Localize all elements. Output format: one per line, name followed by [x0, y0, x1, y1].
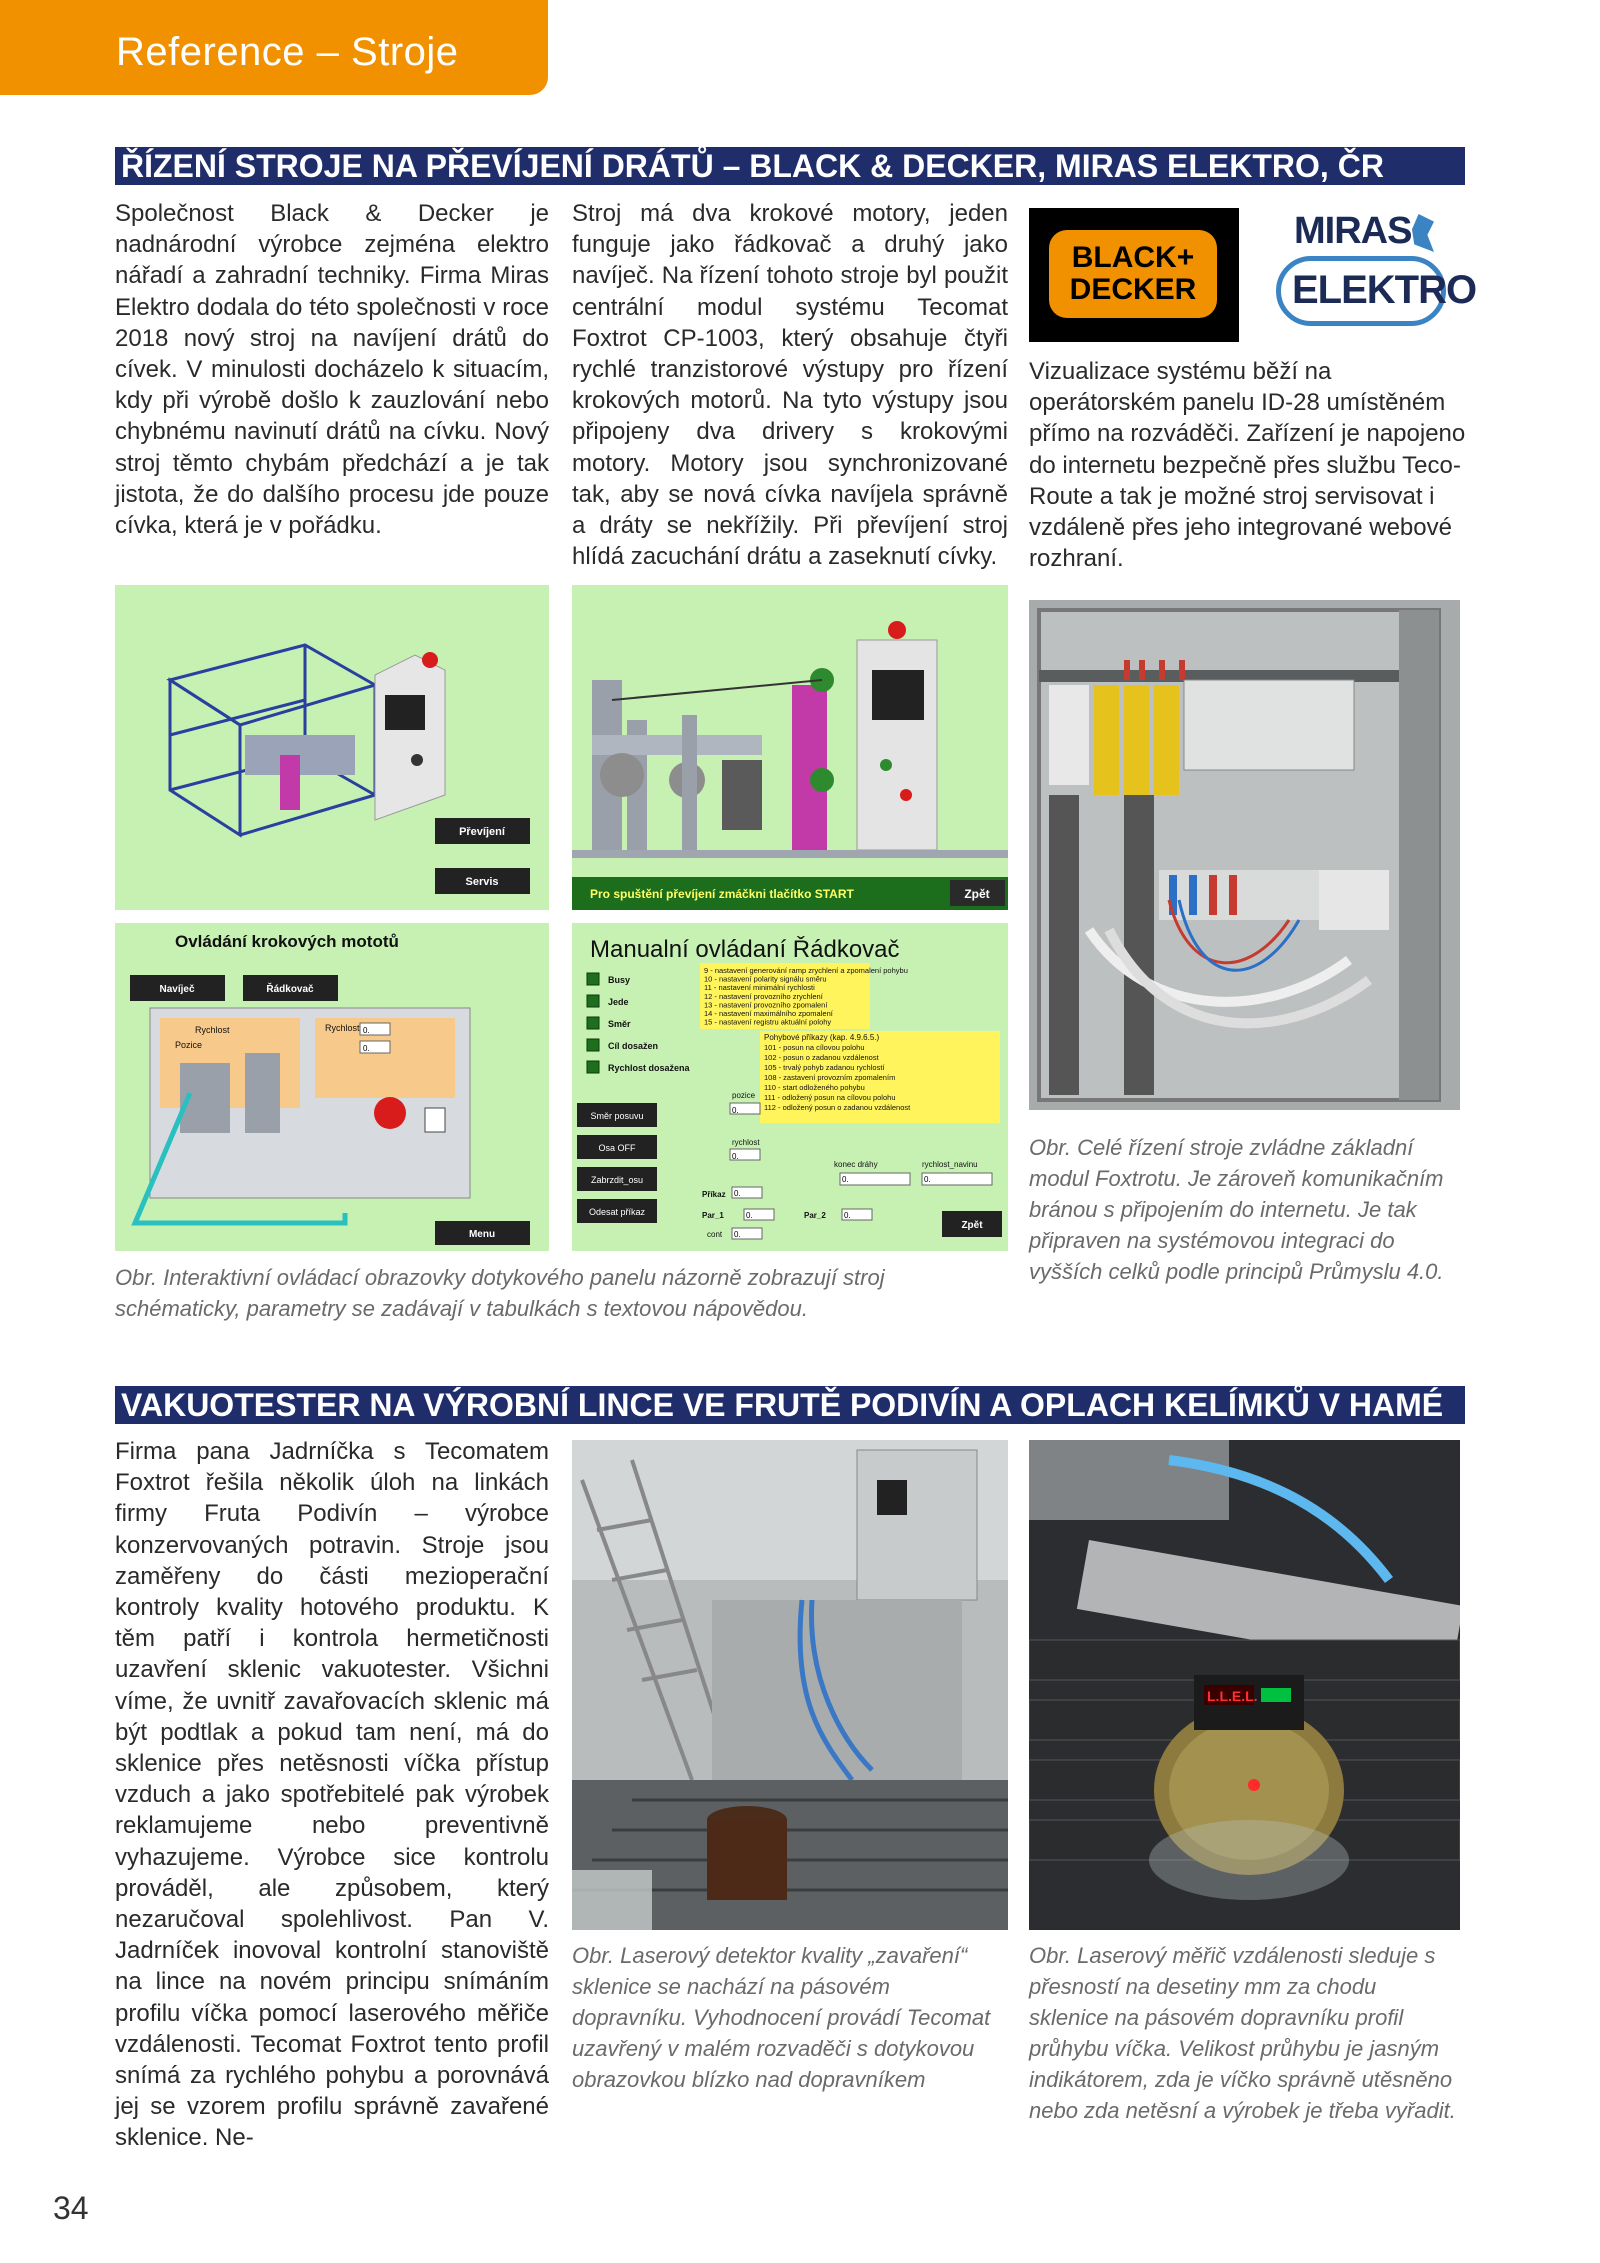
hmi3-label-rychlost: Rychlost: [195, 1025, 230, 1035]
led-indicator: [587, 1017, 599, 1029]
hmi2-back-label: Zpět: [964, 887, 990, 901]
hmi4-title: Manualní ovládaní Řádkovač: [590, 936, 900, 963]
laser-sensor-photo: [1029, 1440, 1460, 1930]
section2-caption-right: Obr. Laserový měřič vzdálenosti sleduje s přesností na desetiny mm za chodu sklenice na pásovém dopravníku profil průhybu víčka. Velikost průhybu je jasným indikátorem, zda je víčko správně utěsněno nebo zda netěsní a výrobek je třeba vyřadit.: [1029, 1943, 1456, 2123]
param-line: 15 - nastavení registru aktuální polohy: [704, 1017, 832, 1027]
hmi3-navijec-label: Navíječ: [159, 984, 195, 995]
switchboard-photo: [1029, 600, 1460, 1110]
hmi4-cmd-header: Pohybové příkazy (kap. 4.9.6.5.): [764, 1033, 880, 1042]
param-line: 12 - nastavení provozního zrychlení: [704, 991, 823, 1001]
miras-logo-line1: MIRAS: [1294, 210, 1412, 252]
section1-caption-right: Obr. Celé řízení stroje zvládne základní modul Foxtrotu. Je zároveň komunikačním bránou s připojením do internetu. Je tak připraven na systémovou integraci do vyšších celků podle principů Průmyslu 4.0.: [1029, 1135, 1444, 1284]
hmi4-back-label: Zpět: [961, 1220, 983, 1231]
command-line: 101 - posun na cílovou polohu: [764, 1043, 865, 1052]
param-line: 14 - nastavení maximálního zpomalení: [704, 1009, 833, 1018]
led-indicator: [587, 1039, 599, 1051]
param-line: 13 - nastavení provozního zpomalení: [704, 1000, 828, 1010]
hmi3-radkovac-label: Řádkovač: [266, 984, 314, 995]
param-line: 11 - nastavení minimální rychlosti: [704, 983, 815, 993]
command-line: 112 - odložený posun o zadanou vzdálenost: [764, 1103, 911, 1112]
hmi4-label-rychlost-navinu: rychlost_navinu: [922, 1160, 978, 1169]
section2-title: VAKUOTESTER NA VÝROBNÍ LINCE VE FRUTĚ PODIVÍN A OPLACH KELÍMKŮ V HAMÉ: [121, 1387, 1444, 1423]
param-line: 9 - nastavení generování ramp zrychlení a zpomalení pohybu: [704, 966, 908, 975]
led-indicator: [587, 1061, 599, 1073]
hmi4-label-pozice: pozice: [732, 1091, 756, 1100]
hmi-screen-stepper-motors: [115, 923, 549, 1251]
hmi4-value-cont: 0.: [734, 1230, 741, 1239]
section1-column-3: Vizualizace systému běží na operátorském panelu ID-28 umístěném přímo na rozváděči. Zařízení je napojeno do internetu bezpečně přes službu Teco-Route a tak je možné stroj servisovat i vzdáleně přes jeho integrované webové rozhraní.: [1029, 358, 1466, 573]
hmi4-btn-zabrzdit: Zabrzdit_osu: [590, 1175, 644, 1185]
miras-logo-line2: ELEKTRO: [1292, 268, 1477, 312]
command-line: 111 - odložený posun na cílovou polohu: [764, 1093, 896, 1102]
hmi2-status-text: Pro spuštění převíjení zmáčkni tlačítko START: [590, 887, 854, 901]
hmi4-btn-odesat: Odesat příkaz: [588, 1207, 646, 1217]
hmi4-value-navinu: 0.: [924, 1175, 931, 1184]
section1-heading: [115, 147, 1465, 185]
led-label: Směr: [608, 1019, 631, 1029]
section1-caption-left: Obr. Interaktivní ovládací obrazovky dotykového panelu názorně zobrazují stroj schématicky, parametry se zadávají v tabulkách s textovou nápovědou.: [115, 1265, 885, 1321]
sensor-display-text: L.L.E.L.: [1207, 1688, 1258, 1704]
hmi4-value-pozice: 0.: [732, 1106, 739, 1115]
led-label: Cíl dosažen: [608, 1041, 659, 1051]
section-tab: [0, 0, 548, 95]
hmi3-label-rychlost-right: Rychlost: [325, 1023, 360, 1033]
hmi-screen-machine-3d: [115, 585, 549, 910]
hmi3-value-1: 0.: [363, 1026, 370, 1035]
hmi1-button-label-2: Servis: [465, 876, 499, 888]
param-line: 10 - nastavení polarity signálu směru: [704, 974, 827, 984]
production-line-photo: [572, 1440, 1008, 1930]
hmi-screen-side-view: [572, 585, 1008, 910]
command-line: 108 - zastavení provozním zpomalením: [764, 1073, 896, 1082]
hmi4-label-par1: Par_1: [702, 1211, 724, 1220]
command-line: 105 - trvalý pohyb zadanou rychlostí: [764, 1063, 885, 1072]
led-indicator: [587, 973, 599, 985]
led-label: Jede: [608, 997, 629, 1007]
hmi4-value-prikaz: 0.: [734, 1189, 741, 1198]
hmi4-btn-smer: Směr posuvu: [590, 1111, 644, 1121]
hmi4-value-konec: 0.: [842, 1175, 849, 1184]
hmi4-label-konec: konec dráhy: [834, 1160, 878, 1169]
hmi4-value-rychlost: 0.: [732, 1152, 739, 1161]
section1-column-1: Společnost Black & Decker je nadnárodní výrobce zejména elektro nářadí a zahradní techniky. Firma Miras Elektro dodala do této společnosti v roce 2018 nový stroj na navíjení drátů do cívek. V minulosti docházelo k situacím, kdy při výrobě došlo k zauzlování nebo chybnému navinutí drátů na cívku. Nový stroj těmto chybám předchází a je tak jistota, že do dalšího procesu jde pouze cívka, která je v pořádku.: [115, 200, 549, 540]
command-line: 110 - start odloženého pohybu: [764, 1083, 865, 1092]
section2-heading: [115, 1386, 1465, 1424]
hmi4-label-prikaz: Příkaz: [702, 1190, 726, 1199]
black-decker-logo: [1029, 208, 1239, 342]
led-label: Busy: [608, 975, 631, 985]
hmi4-value-par2: 0.: [844, 1211, 851, 1220]
hmi4-value-par1: 0.: [746, 1211, 753, 1220]
bd-logo-line2: DECKER: [1069, 273, 1197, 306]
command-line: 102 - posun o zadanou vzdálenost: [764, 1053, 879, 1062]
page-number: 34: [53, 2190, 89, 2226]
hmi3-label-pozice: Pozice: [175, 1040, 203, 1050]
tab-title: Reference – Stroje: [116, 30, 459, 74]
section2-column-1: Firma pana Jadrníčka s Tecomatem Foxtrot řešila několik úloh na linkách firmy Fruta Podivín – výrobce konzervovaných potravin. Stroje jsou zaměřeny do části mezioperační kontroly kvality hotového produktu. K těm patří i kontrola hermetičnosti uzavření sklenic vakuotester. Všichni víme, že uvnitř zavařovacích sklenic má být podtlak a pokud tam není, má do sklenice přes netěsnosti víčka přístup vzduch a jako spotřebitelé pak výrobek reklamujeme nebo preventivně vyhazujeme. Výrobce sice kontrolu prováděl, ale způsobem, který nezaručoval spolehlivost. Pan V. Jadrníček inovoval kontrolní stanoviště na lince na novém principu snímáním profilu víčka pomocí laserového měřiče vzdálenosti. Tecomat Foxtrot tento profil snímá za rychlého pohybu a porovnává jej se vzorem profilu správně zavařené sklenice. Ne-: [115, 1438, 549, 2152]
hmi3-value-2: 0.: [363, 1044, 370, 1053]
bd-logo-line1: BLACK+: [1071, 241, 1195, 274]
hmi4-label-par2: Par_2: [804, 1211, 826, 1220]
bolt-icon: [1412, 214, 1434, 252]
hmi4-label-rychlost: rychlost: [732, 1138, 760, 1147]
hmi3-title: Ovládání krokových mototů: [175, 932, 399, 951]
section2-caption-middle: Obr. Laserový detektor kvality „zavaření“ sklenice se nachází na pásovém dopravníku. Vyhodnocení provádí Tecomat uzavřený v malém rozvaděči s dotykovou obrazovkou blízko nad dopravníkem: [572, 1943, 991, 2092]
miras-elektro-logo: [1272, 208, 1477, 342]
section1-column-2: Stroj má dva krokové motory, jeden funguje jako řádkovač a druhý jako navíječ. Na řízení tohoto stroje byl použit centrální modul systému Tecomat Foxtrot CP-1003, který obsahuje čtyři rychlé tranzistorové výstupy pro řízení krokových motorů. Na tyto výstupy jsou připojeny dva drivery s krokovými motory. Motory jsou synchronizované tak, aby se nová cívka navíjela správně a dráty se nekřížily. Při převíjení stroj hlídá zacuchání drátu a zaseknutí cívky.: [572, 200, 1008, 571]
hmi4-label-cont: cont: [707, 1230, 723, 1239]
led-label: Rychlost dosažena: [608, 1063, 690, 1073]
section1-title: ŘÍZENÍ STROJE NA PŘEVÍJENÍ DRÁTŮ – BLACK & DECKER, MIRAS ELEKTRO, ČR: [121, 148, 1384, 184]
hmi3-menu-label: Menu: [468, 1229, 496, 1240]
hmi1-button-label-1: Převíjení: [459, 826, 505, 838]
led-indicator: [587, 995, 599, 1007]
hmi-screen-manual-control: [572, 923, 1008, 1251]
hmi4-btn-osa: Osa OFF: [598, 1143, 636, 1153]
